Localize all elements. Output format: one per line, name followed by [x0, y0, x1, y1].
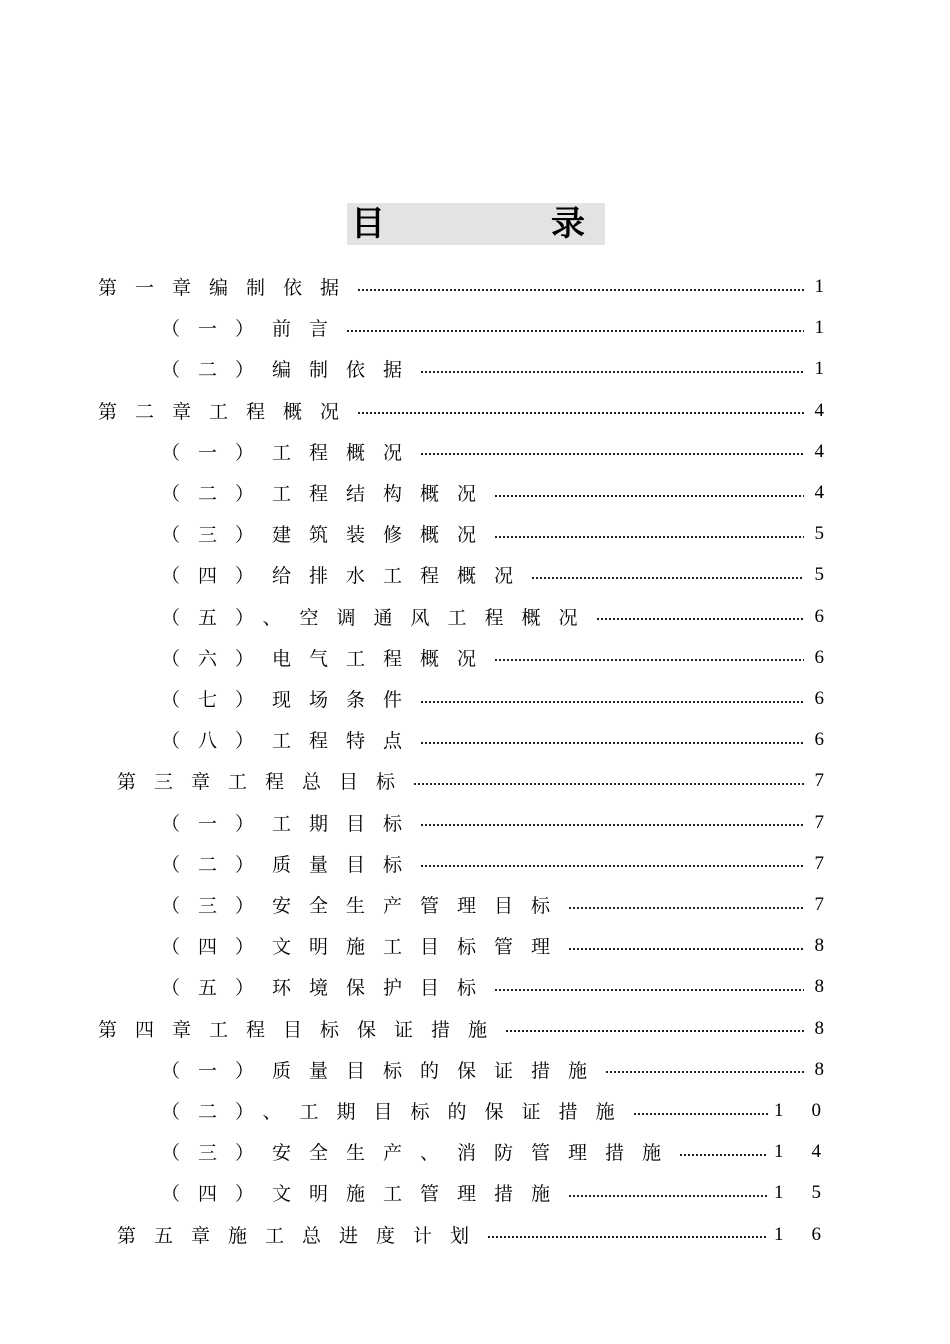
toc-title	[347, 203, 605, 245]
toc-page-number: 4	[814, 482, 846, 503]
toc-entry[interactable]	[161, 802, 846, 843]
toc-entry[interactable]	[98, 266, 846, 307]
toc-page-number: 14	[774, 1141, 849, 1163]
toc-page-number: 5	[814, 564, 846, 586]
toc-entry[interactable]	[161, 637, 846, 678]
toc-dot-leader	[494, 658, 804, 662]
toc-entry-title: （三）安全生产、消防管理措施	[161, 1142, 680, 1165]
toc-entry[interactable]	[161, 431, 846, 472]
toc-entry-title: （二）质量目标	[161, 853, 421, 876]
toc-dot-leader	[357, 411, 804, 415]
toc-page-number: 1	[814, 358, 846, 380]
toc-dot-leader	[494, 988, 804, 992]
toc-dot-leader	[568, 947, 804, 951]
toc-entry[interactable]	[161, 513, 846, 554]
toc-page-number: 6	[814, 605, 846, 627]
toc-page-number: 1	[814, 276, 846, 297]
toc-entry[interactable]	[161, 1131, 849, 1172]
toc-dot-leader	[505, 1029, 804, 1033]
toc-entry-title: （一）工期目标	[161, 812, 421, 835]
toc-page-number: 6	[814, 729, 846, 751]
toc-entry-title: （四）给排水工程概况	[161, 565, 532, 588]
toc-page-number: 4	[814, 399, 846, 421]
toc-entry-title: 第一章编制依据	[98, 277, 358, 299]
toc-title-char-2: 录	[551, 204, 585, 244]
toc-page-number: 6	[814, 688, 846, 709]
toc-entry-title: （五）、空调通风工程概况	[161, 606, 596, 629]
toc-entry[interactable]	[161, 884, 846, 925]
toc-entry-title: （五）环境保护目标	[161, 977, 495, 1000]
toc-entry-title: （三）建筑装修概况	[161, 524, 495, 547]
toc-entry[interactable]	[98, 1008, 846, 1049]
toc-entry[interactable]	[161, 307, 846, 348]
toc-page-number: 16	[774, 1223, 849, 1245]
toc-entry-title: （三）安全生产管理目标	[161, 895, 569, 917]
toc-entry-title: （一）前言	[161, 318, 347, 341]
toc-page-number: 7	[814, 852, 846, 874]
toc-entry-title: （一）质量目标的保证措施	[161, 1059, 606, 1082]
toc-page-number: 1	[814, 317, 846, 339]
toc-dot-leader	[420, 741, 804, 745]
toc-dot-leader	[420, 823, 804, 827]
toc-dot-leader	[346, 329, 804, 333]
toc-entry-title: （一）工程概况	[161, 441, 421, 464]
toc-dot-leader	[420, 370, 804, 374]
toc-entry[interactable]	[161, 843, 846, 884]
toc-page-number: 8	[814, 935, 846, 957]
toc-entry-title: 第三章工程总目标	[117, 771, 414, 794]
toc-entry[interactable]	[161, 966, 846, 1007]
toc-entry-title: （六）电气工程概况	[161, 647, 495, 670]
toc-page-number: 7	[814, 894, 846, 915]
toc-page-number: 6	[814, 646, 846, 668]
toc-entry-title: 第二章工程概况	[98, 400, 358, 423]
toc-entry[interactable]	[161, 1172, 849, 1213]
toc-entry-title: （二）、工期目标的保证措施	[161, 1101, 633, 1123]
toc-dot-leader	[420, 452, 804, 456]
toc-entry[interactable]	[161, 719, 846, 760]
toc-entry[interactable]	[161, 1049, 846, 1090]
toc-page-number: 8	[814, 1017, 846, 1039]
toc-dot-leader	[531, 576, 804, 580]
toc-page-number: 7	[814, 770, 846, 792]
toc-entry[interactable]	[117, 760, 846, 801]
toc-entry-title: （二）编制依据	[161, 359, 421, 382]
toc-entry[interactable]	[161, 678, 846, 719]
toc-entry[interactable]	[161, 1090, 849, 1131]
toc-dot-leader	[568, 1194, 768, 1198]
toc-dot-leader	[494, 494, 804, 498]
toc-entry[interactable]	[98, 390, 846, 431]
toc-dot-leader	[494, 535, 804, 539]
toc-entry[interactable]	[161, 596, 846, 637]
toc-entry[interactable]	[117, 1214, 849, 1255]
toc-entry-title: （七）现场条件	[161, 689, 421, 711]
toc-dot-leader	[357, 288, 804, 292]
toc-entry-title: （四）文明施工管理措施	[161, 1183, 569, 1206]
toc-entry[interactable]	[161, 925, 846, 966]
toc-dot-leader	[420, 864, 804, 868]
toc-page-number: 15	[774, 1182, 849, 1204]
toc-dot-leader	[596, 617, 804, 621]
toc-dot-leader	[568, 906, 804, 910]
toc-entry[interactable]	[161, 472, 846, 513]
toc-dot-leader	[487, 1235, 768, 1239]
toc-entry[interactable]	[161, 554, 846, 595]
toc-page-number: 8	[814, 976, 846, 998]
toc-page-number: 7	[814, 811, 846, 833]
toc-entry-title: 第四章工程目标保证措施	[98, 1018, 506, 1041]
toc-dot-leader	[420, 700, 804, 704]
toc-entry-title: （二）工程结构概况	[161, 483, 495, 505]
toc-title-char-1: 目	[351, 204, 385, 244]
toc-dot-leader	[605, 1070, 804, 1074]
toc-page-number: 8	[814, 1058, 846, 1080]
toc-entry-title: 第五章施工总进度计划	[117, 1224, 488, 1247]
toc-dot-leader	[413, 782, 804, 786]
toc-page-number: 4	[814, 440, 846, 462]
toc-page-number: 5	[814, 523, 846, 545]
toc-entry-title: （八）工程特点	[161, 730, 421, 753]
toc-entry-title: （四）文明施工目标管理	[161, 936, 569, 959]
toc-entry[interactable]	[161, 348, 846, 389]
toc-page-number: 10	[774, 1100, 849, 1121]
